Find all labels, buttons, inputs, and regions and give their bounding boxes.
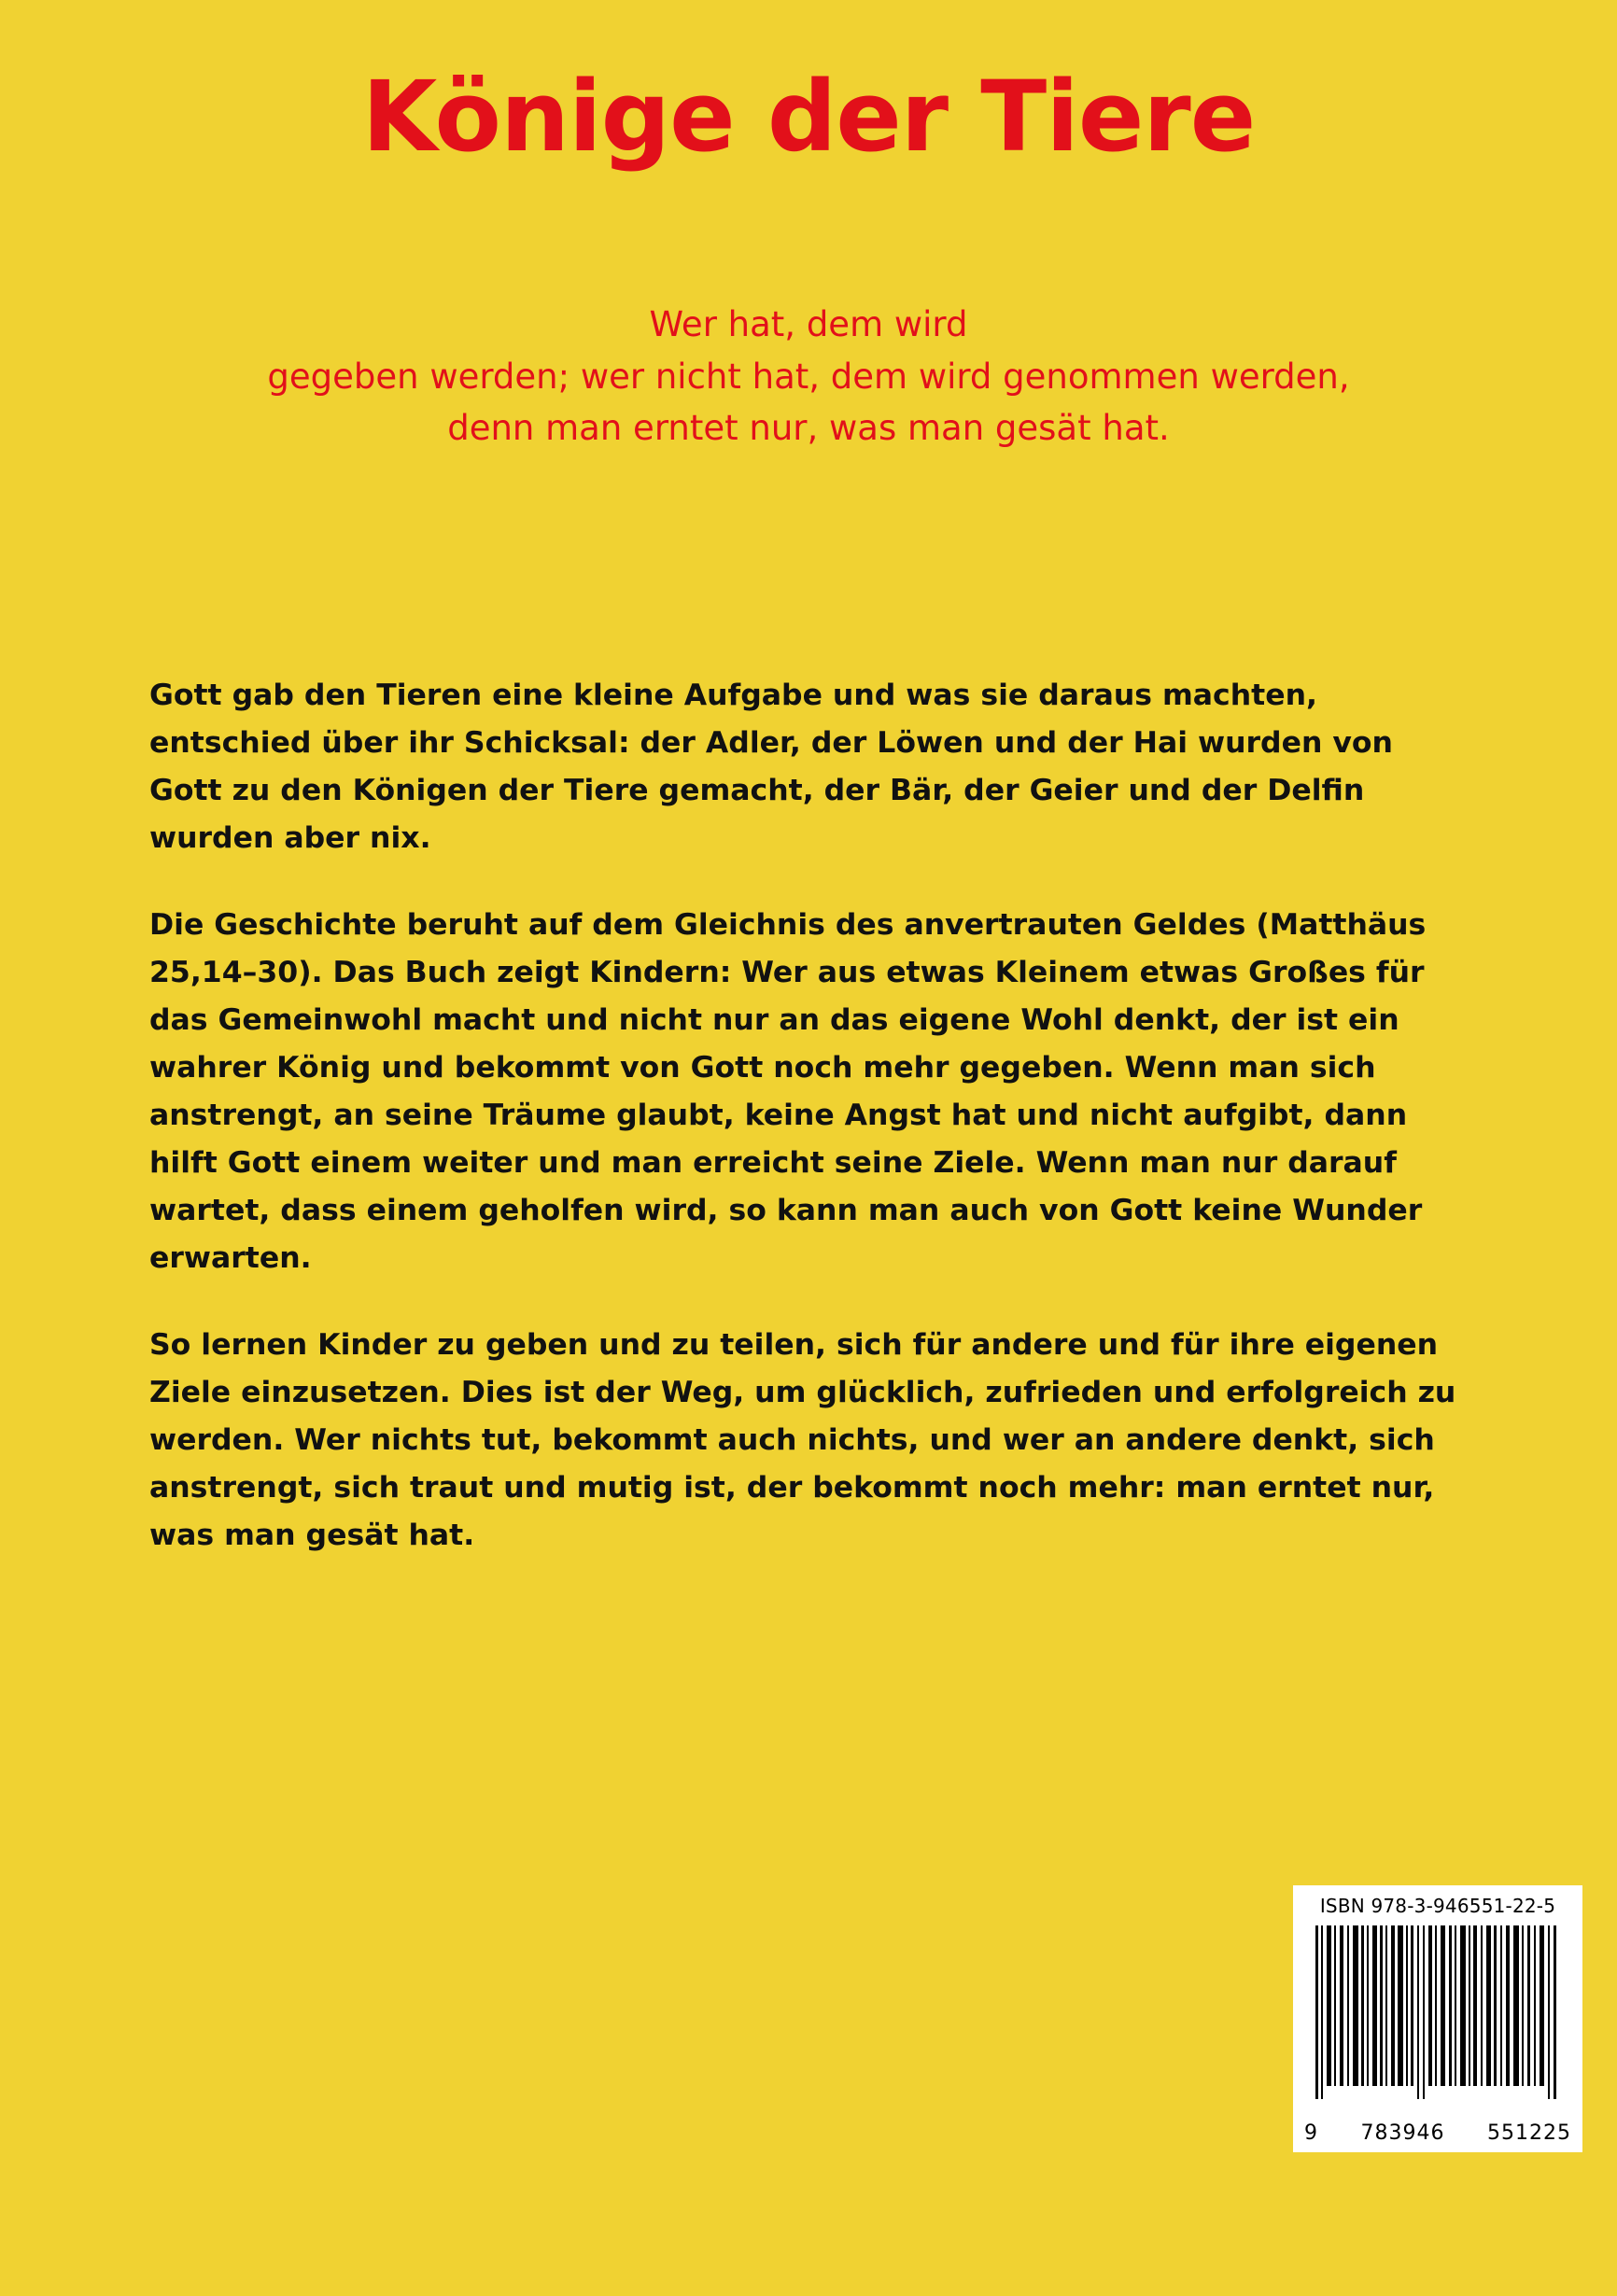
subtitle-line-3: denn man erntet nur, was man gesät hat. — [447, 408, 1170, 448]
subtitle-line-1: Wer hat, dem wird — [649, 304, 968, 344]
blurb-paragraph-3: So lernen Kinder zu geben und zu teilen, sich für andere und für ihre eigenen Ziele einzusetzen. Dies ist der Weg, um glücklich, zufrieden und erfolgreich zu werden. Wer nichts tut, bekommt auch nichts, und wer an andere denkt, sich anstrengt, sich traut und mutig ist, der bekommt noch mehr: man erntet nur, was man gesät hat. — [149, 1328, 1456, 1553]
barcode-digits-middle: 783946 — [1360, 2121, 1445, 2145]
barcode-digit-left: 9 — [1304, 2121, 1318, 2145]
barcode-digits — [1302, 2120, 1573, 2145]
subtitle-line-2: gegeben werden; wer nicht hat, dem wird genommen werden, — [267, 356, 1350, 397]
barcode-digits-right: 551225 — [1487, 2121, 1571, 2145]
blurb-text — [149, 672, 1475, 1560]
blurb-paragraph-1: Gott gab den Tieren eine kleine Aufgabe und was sie daraus machten, entschied über ihr Schicksal: der Adler, der Löwen und der Hai wurden von Gott zu den Königen der Tiere gemacht, der Bär, der Geier und der Delfin wurden aber nix. — [149, 679, 1393, 856]
subtitle-block — [0, 299, 1617, 455]
isbn-label: ISBN 978-3-946551-22-5 — [1319, 1895, 1556, 1917]
blurb-paragraph-2: Die Geschichte beruht auf dem Gleichnis des anvertrauten Geldes (Matthäus 25,14–30). Das Buch zeigt Kindern: Wer aus etwas Kleinem etwas Großes für das Gemeinwohl macht und nicht nur an das eigene Wohl denkt, der ist ein wahrer König und bekommt von Gott noch mehr gegeben. Wenn man sich anstrengt, an seine Träume glaubt, keine Angst hat und nicht aufgibt, dann hilft Gott einem weiter und man erreicht seine Ziele. Wenn man nur darauf wartet, dass einem geholfen wird, so kann man auch von Gott keine Wunder erwarten. — [149, 908, 1427, 1276]
page-title: Könige der Tiere — [361, 60, 1256, 174]
barcode-image — [1302, 1925, 1573, 2120]
isbn-barcode-block — [1293, 1885, 1582, 2152]
